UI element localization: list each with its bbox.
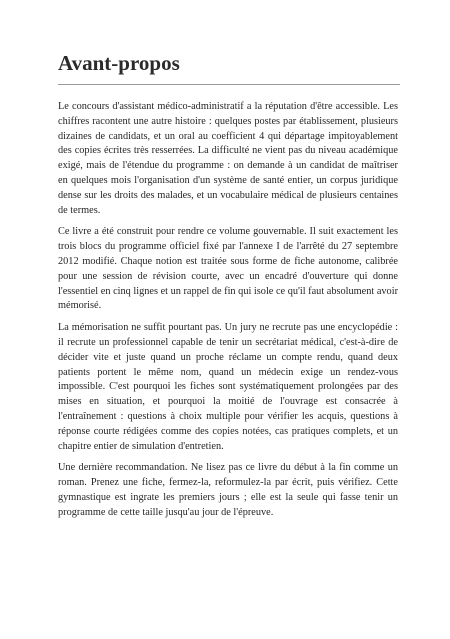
paragraph-1: Le concours d'assistant médico-administratif a la réputation d'être accessible. Les chiffres racontent une autre histoire : quelques postes par établissement, plusieurs dizaines de candidats, et un oral au coefficient 4 qui départage impitoyablement des copies écrites très resserrées. La difficulté ne vient pas du niveau académique exigé, mais de l'étendue du programme : on demande à un candidat de maîtriser en quelques mois l'organisation d'un système de santé entier, un corpus juridique dense sur les droits des malades, et un vocabulaire médical de plusieurs centaines de termes.: [58, 101, 398, 216]
title-divider: [58, 84, 400, 85]
page-title: Avant-propos: [58, 51, 180, 75]
paragraph-3: La mémorisation ne suffit pourtant pas. Un jury ne recrute pas une encyclopédie : il recrute un professionnel capable de tenir un secrétariat médical, c'est-à-dire de décider vite et juste quand un proche réclame un compte rendu, quand deux patients portent le même nom, quand un médecin exige un rendez-vous impossible. C'est pourquoi les fiches sont systématiquement prolongées par des mises en situation, et pourquoi la moitié de l'ouvrage est consacrée à l'entraînement : questions à choix multiple pour vérifier les acquis, questions à réponse courte rédigées comme des copies notées, cas pratiques complets, et un chapitre entier de simulation d'entretien.: [58, 322, 398, 452]
paragraph-4: Une dernière recommandation. Ne lisez pas ce livre du début à la fin comme un roman. Prenez une fiche, fermez-la, reformulez-la par écrit, puis vérifiez. Cette gymnastique est ingrate les premiers jours ; elle est la seule qui fasse tenir un programme de cette taille jusqu'au jour de l'épreuve.: [58, 462, 398, 518]
body-text: [58, 100, 398, 528]
paragraph-2: Ce livre a été construit pour rendre ce volume gouvernable. Il suit exactement les trois blocs du programme officiel fixé par l'annexe I de l'arrêté du 27 septembre 2012 modifié. Chaque notion est traitée sous forme de fiche autonome, calibrée pour une session de révision courte, avec un encadré d'ouverture qui donne l'essentiel en cinq lignes et un rappel de fin qui isole ce qu'il faut absolument avoir mémorisé.: [58, 226, 398, 312]
